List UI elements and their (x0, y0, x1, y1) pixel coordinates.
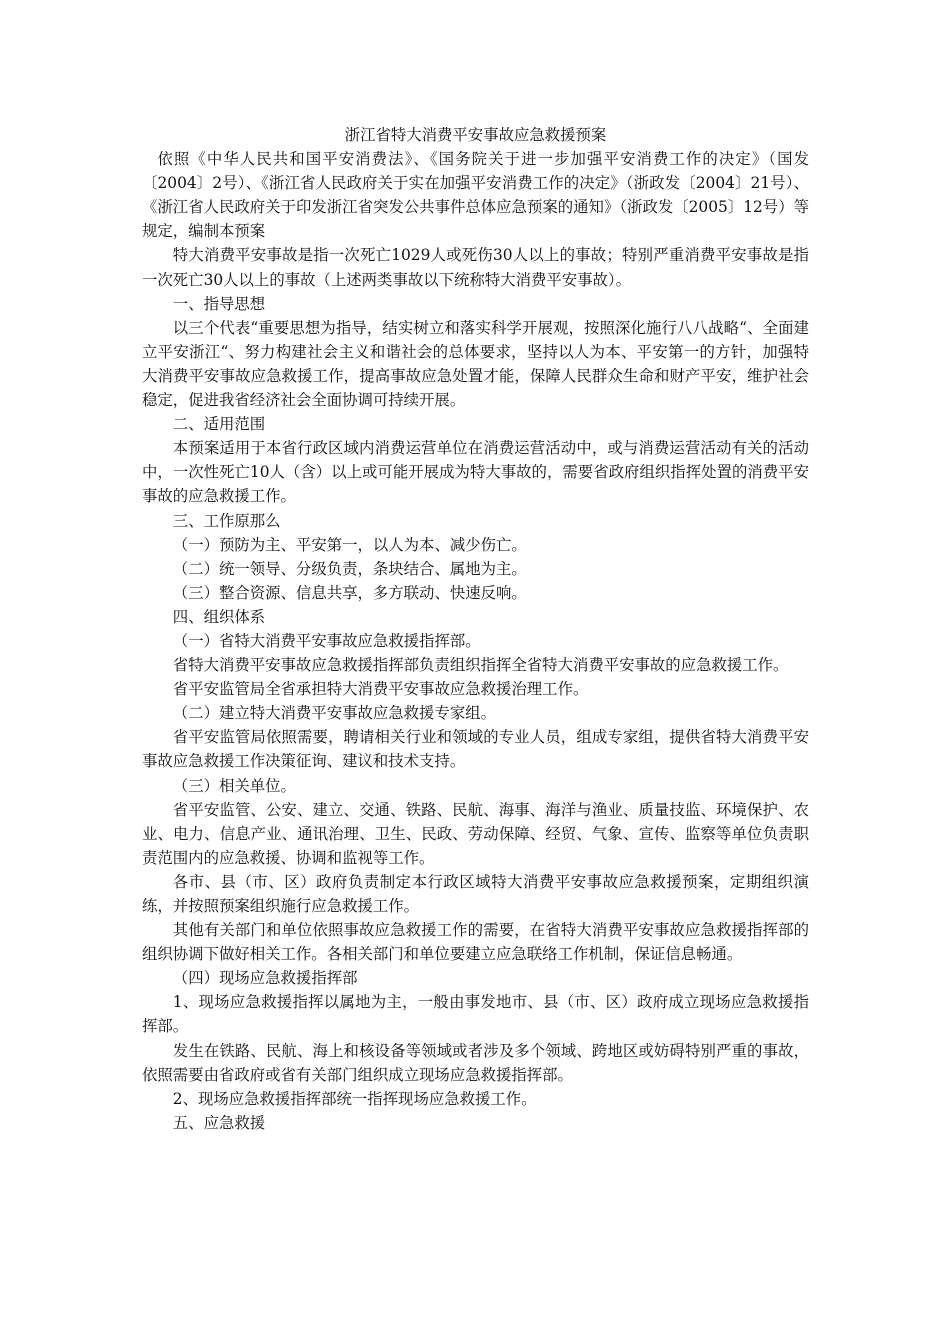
paragraph: 各市、县（市、区）政府负责制定本行政区域特大消费平安事故应急救援预案，定期组织演练，并按照预案组织施行应急救援工作。 (142, 872, 809, 915)
paragraph: 省特大消费平安事故应急救援指挥部负责组织指挥全省特大消费平安事故的应急救援工作。 (172, 656, 789, 675)
section-heading-4: 四、组织体系 (172, 607, 266, 626)
paragraph: 其他有关部门和单位依照事故应急救援工作的需要，在省特大消费平安事故应急救援指挥部的组织协调下做好相关工作。各相关部门和单位要建立应急联络工作机制，保证信息畅通。 (142, 921, 809, 964)
list-item: （一）预防为主、平安第一，以人为本、减少伤亡。 (172, 535, 527, 554)
subsection-heading: （一）省特大消费平安事故应急救援指挥部。 (172, 631, 481, 650)
section-heading-5: 五、应急救援 (172, 1113, 266, 1132)
paragraph: 2、现场应急救援指挥部统一指挥现场应急救援工作。 (172, 1089, 537, 1108)
paragraph-definition: 特大消费平安事故是指一次死亡1029人或死伤30人以上的事故；特别严重消费平安事故是指一次死亡30人以上的事故（上述两类事故以下统称特大消费平安事故）。 (142, 246, 809, 289)
document-title: 浙江省特大消费平安事故应急救援预案 (344, 126, 607, 144)
paragraph: 省平安监管、公安、建立、交通、铁路、民航、海事、海洋与渔业、质量技监、环境保护、农业、电力、信息产业、通讯治理、卫生、民政、劳动保障、经贸、气象、宣传、监察等单位负责职责范围内的应急救援、协调和监视等工作。 (142, 800, 809, 867)
paragraph: 省平安监管局依照需要，聘请相关行业和领域的专业人员，组成专家组，提供省特大消费平安事故应急救援工作决策征询、建议和技术支持。 (142, 728, 809, 771)
list-item: （三）整合资源、信息共享，多方联动、快速反响。 (172, 583, 527, 602)
subsection-heading: （三）相关单位。 (172, 776, 296, 795)
paragraph: 以三个代表“重要思想为指导，结实树立和落实科学开展观，按照深化施行八八战略“、全面建立平安浙江“、努力构建社会主义和谐社会的总体要求，坚持以人为本、平安第一的方针，加强特大消费平安事故应急救援工作，提高事故应急处置才能，保障人民群众生命和财产平安，维护社会稳定，促进我省经济社会全面协调可持续开展。 (142, 318, 809, 410)
paragraph: 发生在铁路、民航、海上和核设备等领域或者涉及多个领域、跨地区或妨碍特别严重的事故，依照需要由省政府或省有关部门组织成立现场应急救援指挥部。 (142, 1041, 809, 1084)
document-page (142, 123, 809, 1135)
section-heading-1: 一、指导思想 (172, 294, 266, 313)
section-heading-2: 二、适用范围 (172, 415, 266, 434)
paragraph: 本预案适用于本省行政区域内消费运营单位在消费运营活动中，或与消费运营活动有关的活动中，一次性死亡10人（含）以上或可能开展成为特大事故的，需要省政府组织指挥处置的消费平安事故的应急救援工作。 (142, 439, 809, 506)
subsection-heading: （二）建立特大消费平安事故应急救援专家组。 (172, 704, 497, 723)
paragraph-basis: 依照《中华人民共和国平安消费法》、《国务院关于进一步加强平安消费工作的决定》（国发〔2004〕2号）、《浙江省人民政府关于实在加强平安消费工作的决定》（浙政发〔2004〕21号）、《浙江省人民政府关于印发浙江省突发公共事件总体应急预案的通知》（浙政发〔2005〕12号）等规定，编制本预案 (142, 150, 809, 241)
subsection-heading: （四）现场应急救援指挥部 (172, 969, 358, 988)
paragraph: 省平安监管局全省承担特大消费平安事故应急救援治理工作。 (172, 680, 589, 699)
list-item: （二）统一领导、分级负责，条块结合、属地为主。 (172, 559, 527, 578)
section-heading-3: 三、工作原那么 (172, 511, 281, 530)
paragraph: 1、现场应急救援指挥以属地为主，一般由事发地市、县（市、区）政府成立现场应急救援指挥部。 (142, 993, 809, 1036)
